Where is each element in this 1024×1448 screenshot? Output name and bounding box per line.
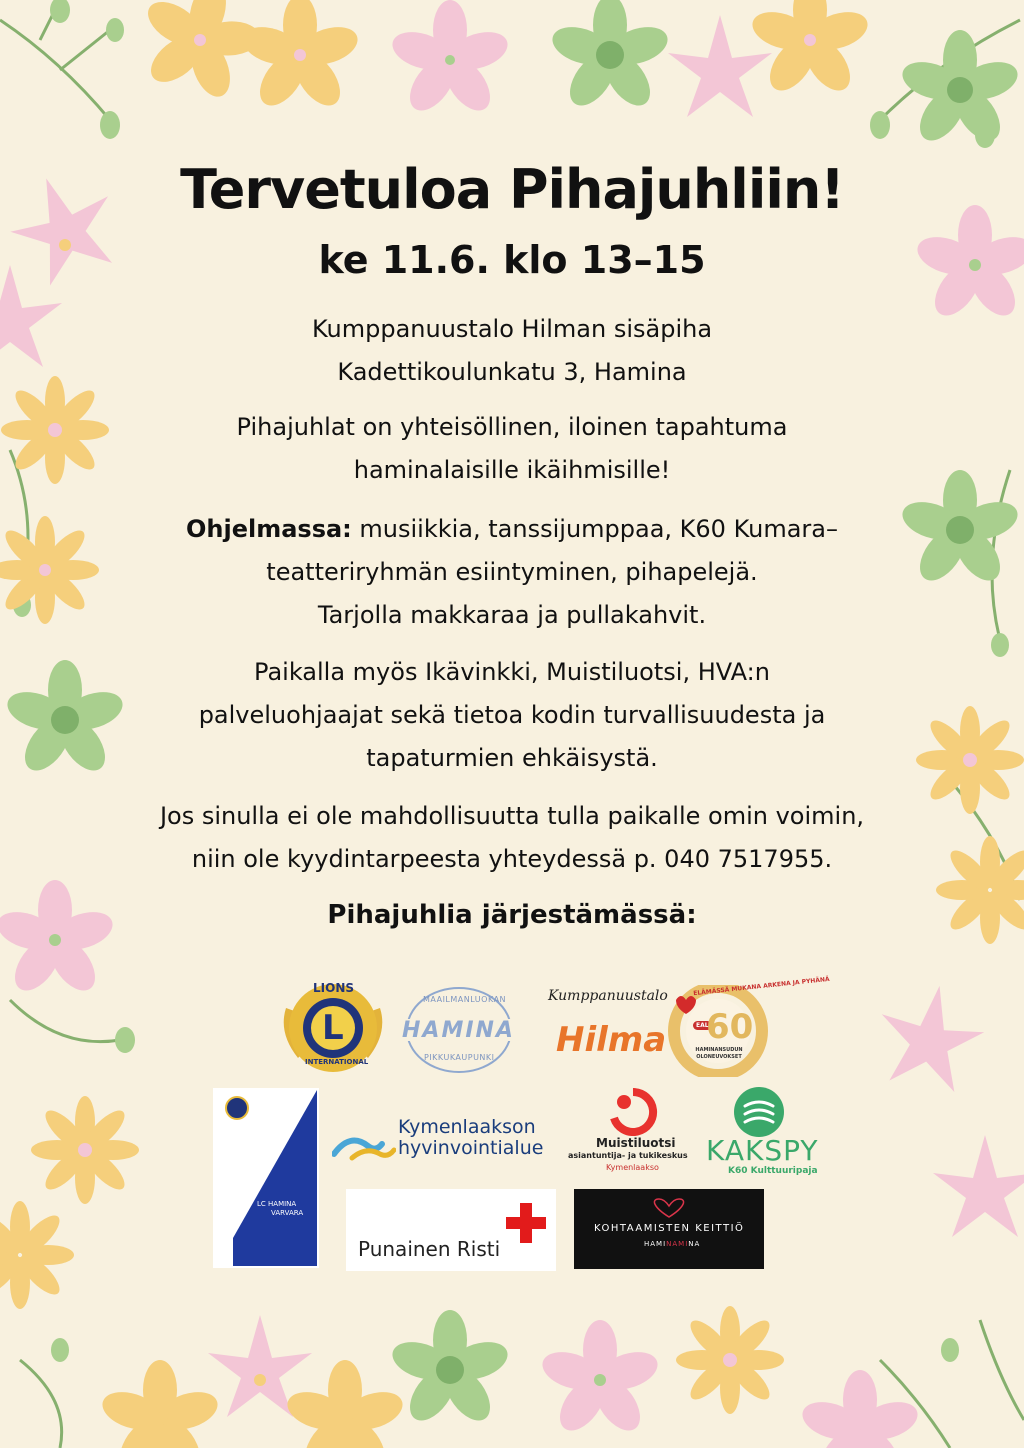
- kohtaamisten-line-1: KOHTAAMISTEN KEITTIÖ: [594, 1223, 745, 1234]
- program-line-1-text: musiikkia, tanssijumppaa, K60 Kumara–: [351, 515, 838, 543]
- ride-line-1: Jos sinulla ei ole mahdollisuutta tulla paikalle omin voimin,: [159, 802, 865, 830]
- program-line-2: teatteriryhmän esiintyminen, pihapelejä.: [266, 558, 758, 586]
- extra-line-3: tapaturmien ehkäisystä.: [366, 744, 658, 772]
- varvara-line-1: LC HAMINA: [257, 1200, 297, 1208]
- hamina-logo: [398, 985, 520, 1075]
- program-label: Ohjelmassa:: [185, 515, 352, 543]
- kakspy-logo: [702, 1086, 818, 1178]
- lions-bottom-text: INTERNATIONAL: [305, 1058, 369, 1066]
- kakspy-icon: [733, 1086, 785, 1138]
- pennant-icon: [213, 1088, 319, 1268]
- muistiluotsi-line-1: Muistiluotsi: [596, 1136, 676, 1150]
- hilma-top-text: Kumppanuustalo: [548, 988, 668, 1004]
- punainen-risti-word: Punainen Risti: [358, 1237, 501, 1261]
- muistiluotsi-line-3: Kymenlaakso: [606, 1163, 659, 1172]
- kohtaamisten-logo: [574, 1189, 764, 1269]
- muistiluotsi-icon: [608, 1088, 658, 1136]
- organizers-heading: Pihajuhlia järjestämässä:: [327, 900, 697, 930]
- ride-line-2: niin ole kyydintarpeesta yhteydessä p. 040 7517955.: [191, 845, 833, 873]
- location-line-2: Kadettikoulunkatu 3, Hamina: [337, 358, 687, 386]
- extra-info-block: [0, 651, 1024, 780]
- lions-logo: [278, 978, 388, 1078]
- location-block: [0, 308, 1024, 394]
- lions-top-text: LIONS: [313, 981, 354, 995]
- kymenlaakso-line-1: Kymenlaakson: [398, 1116, 536, 1138]
- page-title: Tervetuloa Pihajuhliin!: [180, 158, 844, 221]
- description-block: [0, 406, 1024, 492]
- red-cross-icon: [506, 1203, 546, 1243]
- hilma-logo: [548, 988, 668, 1068]
- kohtaamisten-part-b: NAMI: [666, 1240, 689, 1248]
- varvara-line-2: VARVARA: [271, 1209, 304, 1217]
- hamina-top-text: MAAILMANLUOKAN: [423, 995, 507, 1004]
- punainen-risti-logo: [346, 1189, 556, 1271]
- description-line-2: haminalaisille ikäihmisille!: [353, 456, 671, 484]
- heart-icon: [649, 1197, 689, 1219]
- program-line-3: Tarjolla makkaraa ja pullakahvit.: [317, 601, 707, 629]
- kohtaamisten-part-c: NA: [688, 1240, 701, 1248]
- kymenlaakso-logo: [332, 1116, 554, 1162]
- hamina-bottom-text: PIKKUKAUPUNKI: [424, 1053, 495, 1062]
- elamassa-logo: [668, 975, 830, 1077]
- program-line-1: [0, 508, 1024, 551]
- elamassa-number: 60: [706, 1007, 754, 1047]
- kohtaamisten-line-2: [644, 1240, 700, 1248]
- hamina-word: HAMINA: [402, 1018, 515, 1043]
- kakspy-subtitle: K60 Kulttuuripaja: [728, 1166, 818, 1176]
- kymenlaakso-line-2: hyvinvointialue: [398, 1137, 544, 1159]
- elamassa-badge: EAL: [693, 1021, 712, 1030]
- wave-icon: [332, 1124, 396, 1164]
- elamassa-arc-text: ELÄMÄSSÄ MUKANA ARKENA JA PYHÄNÄ: [693, 975, 830, 998]
- kakspy-word: KAKSPY: [706, 1134, 819, 1167]
- location-line-1: Kumppanuustalo Hilman sisäpiha: [311, 315, 713, 343]
- kohtaamisten-part-a: HAMI: [644, 1240, 667, 1248]
- hilma-word: Hilma: [556, 1020, 667, 1060]
- ride-info-block: [0, 795, 1024, 881]
- varvara-logo: [213, 1088, 319, 1268]
- lions-letter: L: [322, 1008, 344, 1048]
- program-block: [0, 508, 1024, 637]
- extra-line-2: palveluohjaajat sekä tietoa kodin turvallisuudesta ja: [198, 701, 826, 729]
- extra-line-1: Paikalla myös Ikävinkki, Muistiluotsi, HVA:n: [254, 658, 770, 686]
- elamassa-small-text: HAMINANSUDUN OLONEUVOKSET: [695, 1047, 743, 1060]
- event-datetime: ke 11.6. klo 13–15: [318, 238, 706, 282]
- description-line-1: Pihajuhlat on yhteisöllinen, iloinen tapahtuma: [236, 413, 788, 441]
- muistiluotsi-line-2: asiantuntija- ja tukikeskus: [568, 1151, 688, 1160]
- muistiluotsi-logo: [566, 1088, 700, 1178]
